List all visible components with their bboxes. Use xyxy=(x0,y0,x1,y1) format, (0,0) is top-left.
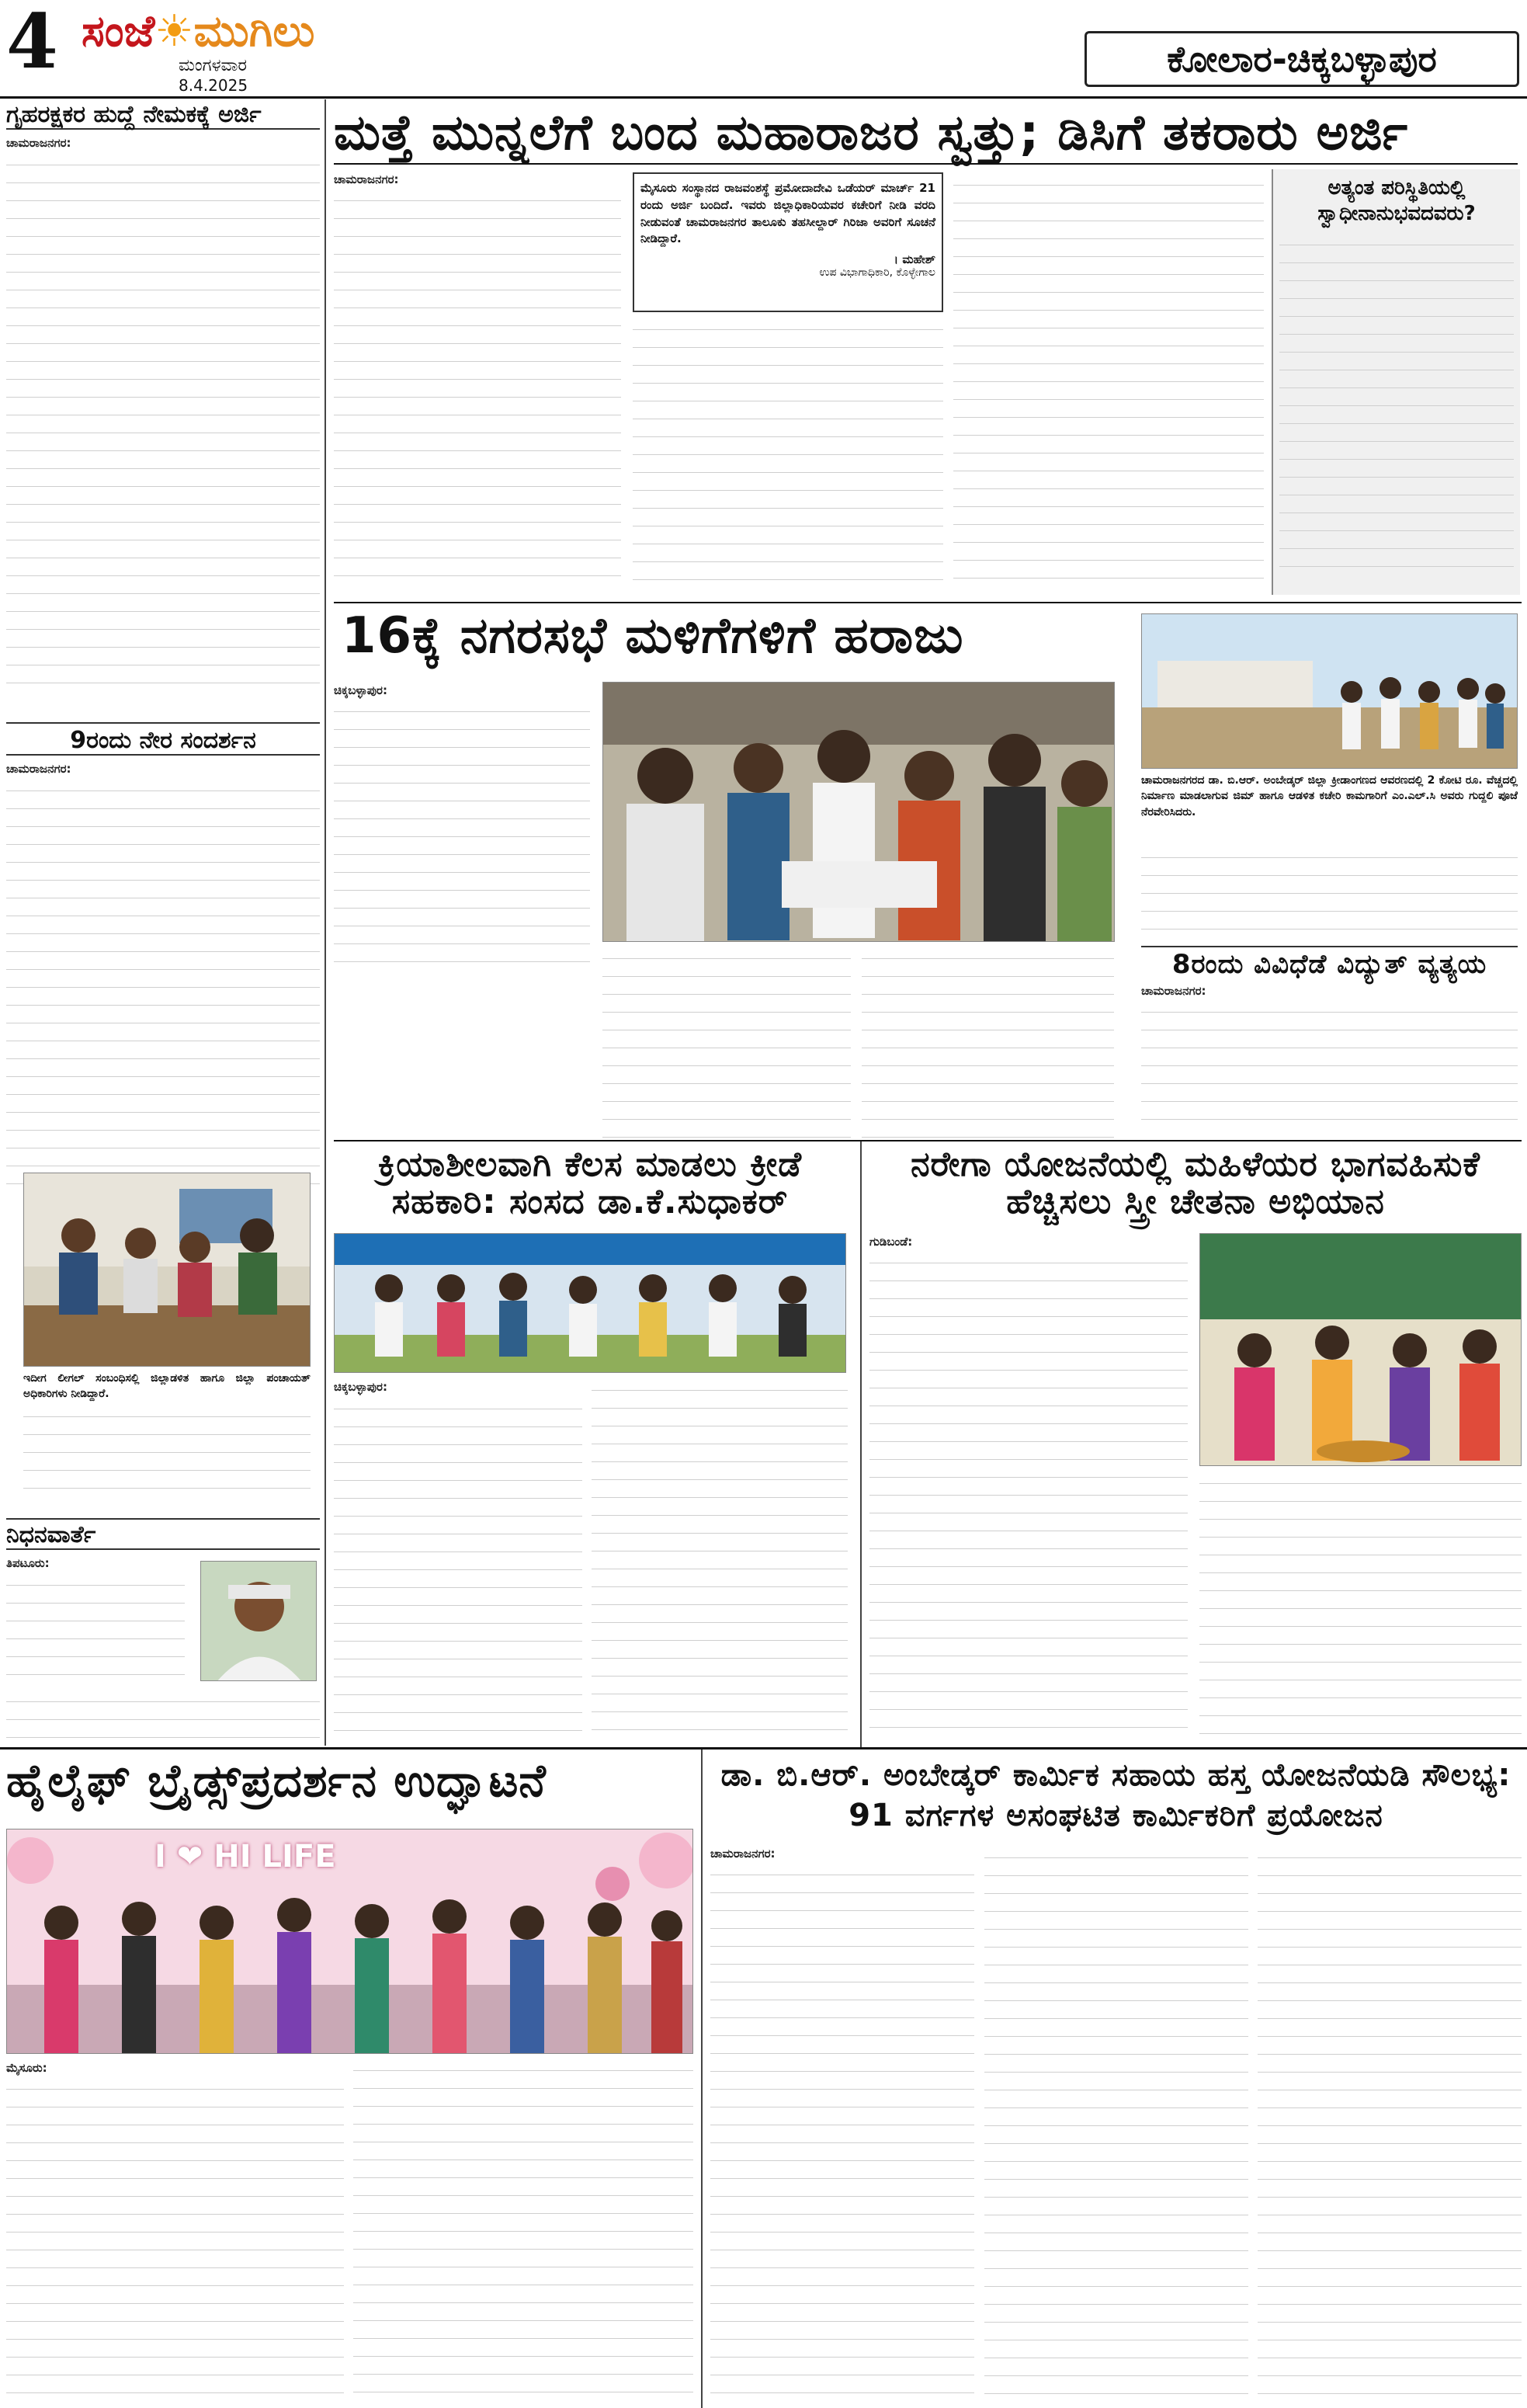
dateline: ಚಾಮರಾಜನಗರ: xyxy=(6,136,71,150)
page-number: 4 xyxy=(6,0,58,85)
labour-col-3 xyxy=(1258,1847,1522,2404)
sports-dateline: ಚಿಕ್ಕಬಳ್ಳಾಪುರ: xyxy=(334,1380,387,1394)
issue-day: ಮಂಗಳವಾರ xyxy=(179,56,248,75)
maharaja-col-1 xyxy=(334,189,621,593)
sun-icon: ☀ xyxy=(154,6,194,57)
masthead-rule xyxy=(0,96,1527,99)
headline-sports: ಕ್ರಿಯಾಶೀಲವಾಗಿ ಕೆಲಸ ಮಾಡಲು ಕ್ರೀಡೆ ಸಹಕಾರಿ: ಸಂಸದ ಡಾ.ಕೆ.ಸುಧಾಕರ್ xyxy=(377,1145,803,1222)
article-water xyxy=(6,722,320,1199)
sports-col-2 xyxy=(592,1379,848,1744)
dateline: ಚಾಮರಾಜನಗರ: xyxy=(1141,984,1206,999)
hilife-col-1 xyxy=(6,2078,344,2404)
headline: ಗೃಹರಕ್ಷಕರ ಹುದ್ದೆ ನೇಮಕಕ್ಕೆ ಅರ್ಜಿ xyxy=(6,101,320,130)
headline-narega: ನರೇಗಾ ಯೋಜನೆಯಲ್ಲಿ ಮಹಿಳೆಯರ ಭಾಗವಹಿಸುಕೆ ಹೆಚ್ಚಿಸಲು ಸ್ತ್ರೀ ಚೇತನಾ ಅಭಿಯಾನ xyxy=(911,1145,1480,1222)
logo-text-2: ಮುಗಿಲು xyxy=(193,6,315,57)
hilife-col-2 xyxy=(353,2059,693,2404)
maharaja-sidebar xyxy=(1272,169,1520,595)
newspaper-logo xyxy=(82,6,314,57)
headline: 9ರಂದು ನೇರ ಸಂದರ್ಶನ xyxy=(6,722,320,756)
headline-maharaja: ಮತ್ತೆ ಮುನ್ನಲೆಗೆ ಬಂದ ಮಹಾರಾಜರ ಸ್ವತ್ತು; ಡಿಸಿಗೆ ತಕರಾರು ಅರ್ಜಿ xyxy=(334,104,1409,161)
narega-photo xyxy=(1199,1233,1522,1466)
article-body-continued xyxy=(6,1690,320,1753)
groundbreaking-caption: ಚಾಮರಾಜನಗರದ ಡಾ. ಬಿ.ಆರ್. ಅಂಬೇಡ್ಕರ್ ಜಿಲ್ಲಾ ಕ್ರೀಡಾಂಗಣದ ಆವರಣದಲ್ಲಿ 2 ಕೋಟಿ ರೂ. ವೆಚ್ಚದಲ್ಲಿ ನಿರ್ಮಾಣ ಮಾಡಲಾಗುವ ಜಿಮ್ ಹಾಗೂ ಆಡಳಿತ ಕಚೇರಿ ಕಾಮಗಾರಿಗೆ ಎಂ.ಎಲ್.ಸಿ ಅವರು ಗುದ್ದಲಿ ಪೂಜೆ ನೆರವೇರಿಸಿದರು. xyxy=(1141,774,1518,818)
article-power xyxy=(1141,946,1518,1129)
hilife-banner: I ❤ HI LIFE xyxy=(154,1839,336,1875)
logo-text-1: ಸಂಜೆ xyxy=(82,6,155,57)
sports-photo xyxy=(334,1233,846,1373)
dateline: ಚಾಮರಾಜನಗರ: xyxy=(6,762,71,776)
dateline: ತಿಪಟೂರು: xyxy=(6,1556,50,1570)
groundbreaking-photo xyxy=(1141,613,1518,769)
headline-labour: ಡಾ. ಬಿ.ಆರ್. ಅಂಬೇಡ್ಕರ್ ಕಾರ್ಮಿಕ ಸಹಾಯ ಹಸ್ತ ಯೋಜನೆಯಡಿ ಸೌಲಭ್ಯ: 91 ವರ್ಗಗಳ ಅಸಂಘಟಿತ ಕಾರ್ಮಿಕರಿಗೆ ಪ್ರಯೋಜನ xyxy=(720,1757,1511,1833)
sidebar-body xyxy=(1279,234,1514,575)
column-rule-2 xyxy=(860,1141,862,1747)
headline: 8ರಂದು ವಿವಿಧೆಡೆ ವಿದ್ಯುತ್ ವ್ಯತ್ಯಯ xyxy=(1141,946,1518,979)
hilife-dateline: ಮೈಸೂರು: xyxy=(6,2061,47,2075)
notice-role: ಉಪ ವಿಭಾಗಾಧಿಕಾರಿ, ಕೊಳ್ಳೇಗಾಲ xyxy=(819,266,935,279)
maharaja-notice-box xyxy=(633,172,943,312)
dateline: ಚಾಮರಾಜನಗರ: xyxy=(334,172,399,186)
maharaja-col-2 xyxy=(633,318,943,593)
section-title: ಕೋಲಾರ-ಚಿಕ್ಕಬಳ್ಳಾಪುರ xyxy=(1085,31,1519,87)
labour-col-1 xyxy=(710,1864,974,2404)
office-photo-text xyxy=(23,1406,311,1499)
column-rule-3 xyxy=(701,1750,703,2408)
headline-auction: 16ಕ್ಕೆ ನಗರಸಭೆ ಮಳಿಗೆಗಳಿಗೆ ಹರಾಜು xyxy=(342,607,964,665)
sidebar-subhead: ಅತ್ಯಂತ ಪರಿಸ್ಥಿತಿಯಲ್ಲಿ ಸ್ವಾಧೀನಾನುಭವದವರು? xyxy=(1317,176,1476,225)
issue-date: 8.4.2025 xyxy=(179,76,248,95)
labour-col-2 xyxy=(984,1847,1248,2404)
notice-signature: । ಮಹೇಶ್ xyxy=(894,252,935,266)
narega-dateline: ಗುಡಿಬಂಡೆ: xyxy=(869,1235,913,1249)
auction-dateline: ಚಿಕ್ಕಬಳ್ಳಾಪುರ: xyxy=(334,683,387,697)
maharaja-col-3 xyxy=(953,174,1264,593)
article-body xyxy=(6,154,320,697)
masthead xyxy=(0,0,1527,99)
section-rule-2 xyxy=(334,1140,1522,1141)
article-body xyxy=(6,1574,185,1690)
column-rule xyxy=(324,99,326,1746)
obituary-portrait xyxy=(200,1561,317,1681)
office-photo xyxy=(23,1173,311,1367)
article-body xyxy=(6,780,320,1199)
auction-col-2 xyxy=(602,947,851,1141)
labour-dateline: ಚಾಮರಾಜನಗರ: xyxy=(710,1847,776,1861)
article-grihasakar xyxy=(6,101,320,697)
article-body xyxy=(1141,1001,1518,1129)
bottom-section-rule xyxy=(0,1747,1527,1750)
narega-col-1 xyxy=(869,1252,1188,1745)
headline: ನಿಧನವಾರ್ತೆ xyxy=(6,1518,320,1550)
headline-rule xyxy=(334,163,1518,165)
sports-col-1 xyxy=(334,1398,582,1743)
auction-photo xyxy=(602,682,1115,942)
groundbreaking-text xyxy=(1141,846,1518,940)
hilife-photo xyxy=(6,1829,693,2054)
notice-text: ಮೈಸೂರು ಸಂಸ್ಥಾನದ ರಾಜವಂಶಸ್ಥೆ ಪ್ರಮೋದಾದೇವಿ ಒಡೆಯರ್ ಮಾರ್ಚ್ 21 ರಂದು ಅರ್ಜಿ ಬಂದಿದೆ. ಇವರು ಜಿಲ್ಲಾಧಿಕಾರಿಯವರ ಕಚೇರಿಗೆ ನೀಡಿ ವರದಿ ನೀಡುವಂತೆ ಚಾಮರಾಜನಗರ ತಾಲೂಕು ತಹಸೀಲ್ದಾರ್ ಗಿರಿಜಾ ಅವರಿಗೆ ಸೂಚನೆ ನೀಡಿದ್ದಾರೆ. xyxy=(640,181,935,246)
auction-col-3 xyxy=(862,947,1114,1141)
office-photo-caption: ಇದೀಗ ಲೀಗಲ್ ಸಂಬಂಧಿಸಲ್ಲಿ ಜಿಲ್ಲಾಡಳಿತ ಹಾಗೂ ಜಿಲ್ಲಾ ಪಂಚಾಯತ್ ಅಧಿಕಾರಿಗಳು ನೀಡಿದ್ದಾರೆ. xyxy=(23,1372,311,1401)
headline-hilife: ಹೈಲೈಫ್ ಬ್ರೈಡ್ಸ್‌ಪ್ರದರ್ಶನ ಉದ್ಘಾಟನೆ xyxy=(6,1754,547,1807)
section-rule xyxy=(334,602,1522,603)
narega-col-2 xyxy=(1199,1472,1522,1744)
auction-col-1 xyxy=(334,700,590,964)
